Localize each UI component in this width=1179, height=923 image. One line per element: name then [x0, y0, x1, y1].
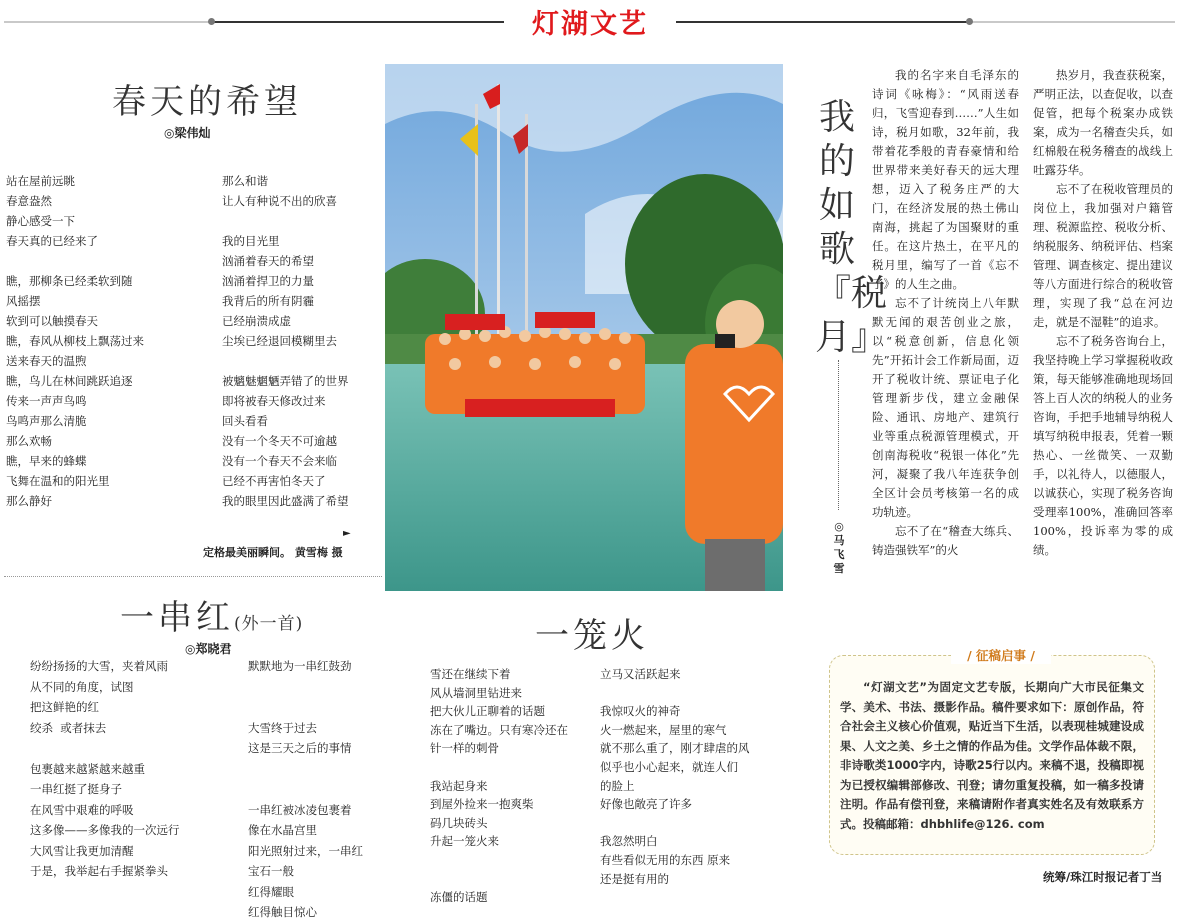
poem2-author: ◎郑晓君: [185, 642, 232, 656]
essay-title: 我的如歌『税月』: [815, 97, 888, 358]
essay-title-dots: [838, 360, 839, 510]
essay-paragraph: 忘不了在“稽查大练兵、铸造强铁军”的火: [872, 524, 1019, 557]
poem2-title-main: 一串红: [120, 598, 234, 638]
caption-arrow: ►: [343, 528, 351, 539]
photo-caption: 定格最美丽瞬间。 黄雪梅 摄: [203, 546, 343, 559]
poem1-col2: 那么和谐 让人有种说不出的欣喜 我的目光里 汹涌着春天的希望 汹涌着捍卫的力量 我背后的所有阴霾 已经崩溃成虚 尘埃已经退回模糊里去 被魑魅魍魉弄错了的世界 即将被春天修改过来 回头看看 没有一个冬天不可逾越 没有一个春天不会来临 已经不再害怕冬天了 我的眼里因此盛满了希望: [222, 174, 349, 508]
poem1-col1: 站在屋前远眺 春意盎然 静心感受一下 春天真的已经来了 瞧，那柳条已经柔软到随 风摇摆 软到可以触摸春天 瞧，春风从柳枝上飘荡过来 送来春天的温煦 瞧，鸟儿在林间跳跃追逐 传来一声声鸟鸣 鸟鸣声那么清脆 那么欢畅 瞧，早来的蜂蝶 飞舞在温和的阳光里 那么静好: [6, 174, 144, 508]
coordinator-credit: 统筹/珠江时报记者丁当: [1043, 870, 1163, 884]
poem2-title: [120, 590, 303, 639]
essay-paragraph: 忘不了税务咨询台上，我坚持晚上学习掌握税收政策，每天能够准确地现场回答上百人次的纳税人的业务咨询，手把手地辅导纳税人填写纳税申报表，凭着一颗热心、一丝微笑、一双勤手，以礼待人，以德服人，以诚获心，实现了税务咨询受理率100%，准确回答率100%，投诉率为零的成绩。: [1033, 334, 1173, 557]
masthead-title: 灯湖文艺: [532, 9, 648, 40]
essay-col2: [1033, 66, 1173, 560]
photo: [385, 64, 783, 591]
poem3-col2: 立马又活跃起来 我惊叹火的神奇 火一燃起来，屋里的寒气 就不那么重了，刚才肆虐的风 似乎也小心起来，就连人们 的脸上 好像也敞亮了许多 我忽然明白 有些看似无用的东西 原来 还是挺有用的: [600, 667, 750, 886]
essay-paragraph: 忘不了在税收管理员的岗位上，我加强对户籍管理、税源监控、税收分析、纳税服务、纳税评估、档案管理、调查核定、提出建议等八方面进行综合的税收管理，实现了我“总在河边走，就是不湿鞋”的追求。: [1033, 182, 1173, 329]
essay-author: ◎马飞雪: [833, 520, 845, 575]
poem1-title: 春天的希望: [112, 82, 302, 122]
call-heading: / 征稿启事 /: [951, 646, 1051, 664]
poem2-title-suffix: (外一首): [234, 614, 304, 634]
essay-paragraph: 热岁月，我查获税案，严明正法，以查促收，以查促管，把每个税案办成铁案，成为一名稽查尖兵，如红棉般在税务稽查的战线上吐露芬华。: [1033, 68, 1173, 177]
essay-paragraph: 忘不了计统岗上八年默默无闻的艰苦创业之旅，以“税意创新，信息化领先”开拓计会工作新局面，迈开了税收计统、票证电子化管理新步伐，建立金融保险、通讯、房地产、建筑行业等重点税源管理模式，开创南海税收“税银一体化”先河，凝聚了我八年连获争创全区计会员考核第一名的成功轨迹。: [872, 296, 1019, 519]
poem2-col2: 默默地为一串红鼓劲 大雪终于过去 这是三天之后的事情 一串红被冰凌包裹着 像在水晶宫里 阳光照射过来，一串红 宝石一般 红得耀眼 红得触目惊心: [248, 659, 363, 919]
header-rule-right-dark: [676, 21, 968, 23]
poem3-title: 一笼火: [535, 616, 649, 656]
poem2-col1: 纷纷扬扬的大雪，夹着风雨 从不同的角度，试图 把这鲜艳的红 绞杀 或者抹去 包裹越来越紧越来越重 一串红挺了挺身子 在风雪中艰难的呼吸 这多像——多像我的一次远行 大风雪让我更加清醒 于是，我举起右手握紧拳头: [30, 659, 180, 878]
essay-col1: [872, 66, 1019, 560]
header-dot-right: [966, 18, 973, 25]
section-divider: [4, 576, 382, 577]
poem3-col1: 雪还在继续下着 风从墙洞里钻进来 把大伙儿正聊着的话题 冻在了嘴边。只有寒冷还在 针一样的刺骨 我站起身来 到屋外捡来一抱爽柴 码几块砖头 升起一笼火来 冻僵的话题: [430, 667, 568, 905]
call-body-text: “灯湖文艺”为固定文艺专版，长期向广大市民征集文学、美术、书法、摄影作品。稿件要求如下：原创作品，符合社会主义核心价值观，贴近当下生活，以表现桂城建设成果、人文之美、乡土之情的作品为佳。文学作品体裁不限，非诗歌类1000字内，诗歌25行以内。来稿不退，投稿即视为已授权编辑部修改、刊登；请勿重复投稿，如一稿多投请注明。作品有偿刊登，来稿请附作者真实姓名及有效联系方式。投稿邮箱：dhbhlife@126. com: [840, 680, 1144, 831]
call-body: [840, 678, 1144, 834]
header-rule-left-dark: [212, 21, 504, 23]
photo-illustration: [385, 64, 783, 591]
poem1-author: ◎梁伟灿: [164, 126, 211, 140]
header-dot-left: [208, 18, 215, 25]
essay-paragraph: 我的名字来自毛泽东的诗词《咏梅》：“风雨送春归，飞雪迎春到……”人生如诗，税月如歌，32年前，我带着花季般的青春豪情和给世界带来美好春天的远大理想，迈入了税务庄严的大门，在经济发展的热土佛山南海，挑起了为国聚财的重任。在这片热土，在平凡的税月里，编写了一首《忘不了》的人生之曲。: [872, 68, 1019, 291]
